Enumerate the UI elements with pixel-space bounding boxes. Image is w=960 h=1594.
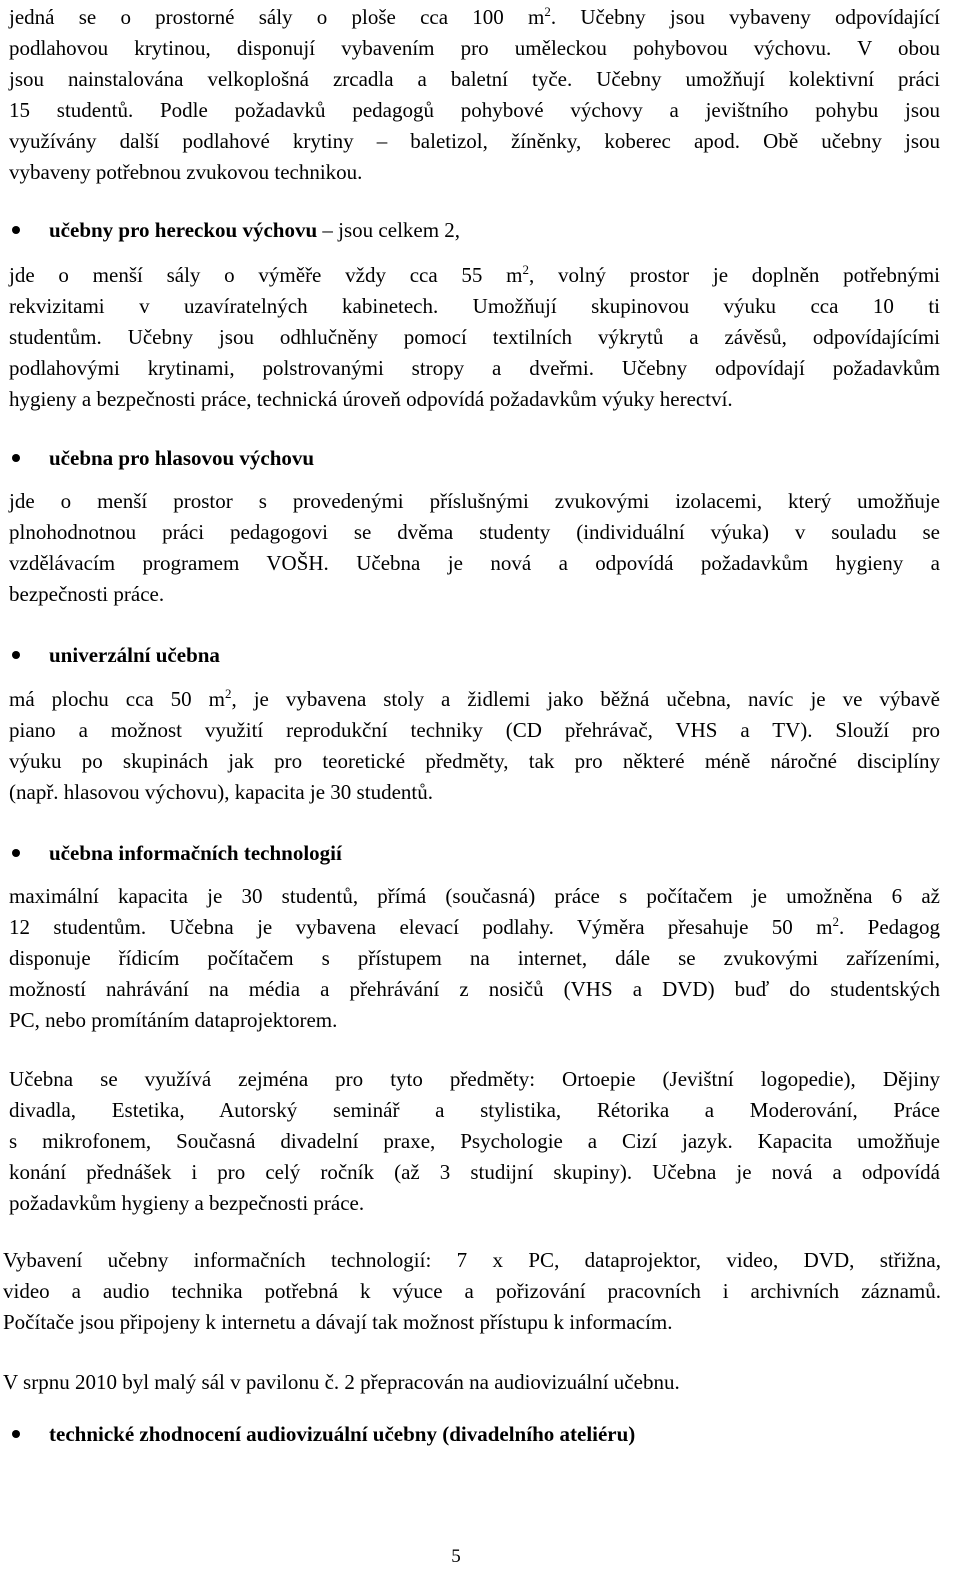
- it-line-1: maximální kapacita je 30 studentů, přímá (současná) práce s počítačem je umožněna 6 až: [9, 884, 940, 908]
- universal-line-1: má plochu cca 50 $m^2$, je vybavena stoly a židlemi jako běžná učebna, navíc je ve výbavě: [9, 686, 941, 711]
- intro-line-3: jsou nainstalována velkoplošná zrcadla a baletní tyče. Učebny umožňují kolektivní práci: [9, 67, 940, 91]
- intro-line-4: 15 studentů. Podle požadavků pedagogů pohybové výchovy a jevištního pohybu jsou: [9, 98, 940, 122]
- it-paragraph: [9, 881, 940, 1036]
- equipment-line-1: Vybavení učebny informačních technologií: 7 x PC, dataprojektor, video, DVD, střižna,: [3, 1248, 941, 1272]
- voice-line-3: vzdělávacím programem VOŠH. Učebna je nová a odpovídá požadavkům hygieny a: [9, 551, 940, 575]
- voice-line-2: plnohodnotnou práci pedagogovi se dvěma studenty (individuální výuka) v souladu se: [9, 520, 940, 544]
- bullet-dot: [12, 651, 20, 659]
- bullet-dot: [12, 849, 20, 857]
- intro-line-1: jedná se o prostorné sály o ploše cca 100 $m^2$. Učebny jsou vybaveny odpovídající: [9, 4, 940, 29]
- voice-line-1: jde o menší prostor s provedenými příslušnými zvukovými izolacemi, který umožňuje: [9, 489, 940, 513]
- equipment-line-3: Počítače jsou připojeny k internetu a dávají tak možnost přístupu k informacím.: [3, 1310, 673, 1334]
- subjects-line-3: s mikrofonem, Současná divadelní praxe, Psychologie a Cizí jazyk. Kapacita umožňuje: [9, 1129, 940, 1153]
- august-note: V srpnu 2010 byl malý sál v pavilonu č. 2 přepracován na audiovizuální učebnu.: [3, 1370, 680, 1394]
- subjects-line-1: Učebna se využívá zejména pro tyto předměty: Ortoepie (Jevištní logopedie), Dějiny: [9, 1067, 940, 1091]
- universal-line-4: (např. hlasovou výchovu), kapacita je 30 studentů.: [9, 780, 433, 804]
- bullet-dot: [12, 454, 20, 462]
- voice-heading: učebna pro hlasovou výchovu: [49, 446, 315, 470]
- voice-line-4: bezpečnosti práce.: [9, 582, 165, 606]
- acting-line-2: rekvizitami v uzavíratelných kabinetech. Umožňují skupinovou výuku cca 10 ti: [9, 294, 940, 318]
- universal-line-3: výuku po skupinách jak pro teoretické předměty, tak pro některé méně náročné disciplíny: [9, 749, 940, 773]
- acting-paragraph: [9, 260, 940, 415]
- voice-paragraph: [9, 486, 940, 610]
- universal-heading: univerzální učebna: [49, 643, 220, 667]
- bullet-dot: [12, 226, 20, 234]
- acting-line-3: studentům. Učebny jsou odhlučněny pomocí textilních výkrytů a závěsů, odpovídajícími: [9, 325, 940, 349]
- bullet-dot: [12, 1430, 20, 1438]
- equipment-line-2: video a audio technika potřebná k výuce a pořizování pracovních i archivních záznamů.: [3, 1279, 941, 1303]
- it-line-3: disponuje řídicím počítačem s přístupem na internet, dále se zvukovými zařízeními,: [9, 946, 940, 970]
- it-heading: učebna informačních technologií: [49, 841, 342, 865]
- subjects-line-2: divadla, Estetika, Autorský seminář a stylistika, Rétorika a Moderování, Práce: [9, 1098, 940, 1122]
- it-line-2: 12 studentům. Učebna je vybavena elevací podlahy. Výměra přesahuje 50 $m^2$. Pedagog: [9, 914, 940, 939]
- acting-line-1: jde o menší sály o výměře vždy cca 55 $m^2$, volný prostor je doplněn potřebnými: [9, 262, 940, 287]
- page-number: 5: [451, 1546, 461, 1567]
- universal-line-2: piano a možnost využití reprodukční techniky (CD přehrávač, VHS a TV). Slouží pro: [9, 718, 940, 742]
- universal-paragraph: [9, 684, 940, 808]
- equipment-paragraph: [3, 1245, 941, 1338]
- acting-heading-line: učebny pro hereckou výchovu – jsou celkem 2,: [49, 218, 461, 242]
- it-line-4: možností nahrávání na média a přehrávání z nosičů (VHS a DVD) buď do studentských: [9, 977, 940, 1001]
- subjects-line-5: požadavkům hygieny a bezpečnosti práce.: [9, 1191, 365, 1215]
- subjects-paragraph: [9, 1064, 940, 1219]
- acting-line-5: hygieny a bezpečnosti práce, technická úroveň odpovídá požadavkům výuky herectví.: [9, 387, 733, 411]
- it-line-5: PC, nebo promítáním dataprojektorem.: [9, 1008, 338, 1032]
- technical-heading: technické zhodnocení audiovizuální učebny (divadelního ateliéru): [49, 1422, 636, 1446]
- acting-line-4: podlahovými krytinami, polstrovanými stropy a dveřmi. Učebny odpovídají požadavkům: [9, 356, 940, 380]
- intro-line-5: využívány další podlahové krytiny – baletizol, žíněnky, koberec apod. Obě učebny jsou: [9, 129, 940, 153]
- intro-line-6: vybaveny potřebnou zvukovou technikou.: [9, 160, 363, 184]
- intro-paragraph: [9, 2, 940, 188]
- intro-line-2: podlahovou krytinou, disponují vybavením pro uměleckou pohybovou výchovu. V obou: [9, 36, 940, 60]
- subjects-line-4: konání přednášek i pro celý ročník (až 3 studijní skupiny). Učebna je nová a odpovídá: [9, 1160, 940, 1184]
